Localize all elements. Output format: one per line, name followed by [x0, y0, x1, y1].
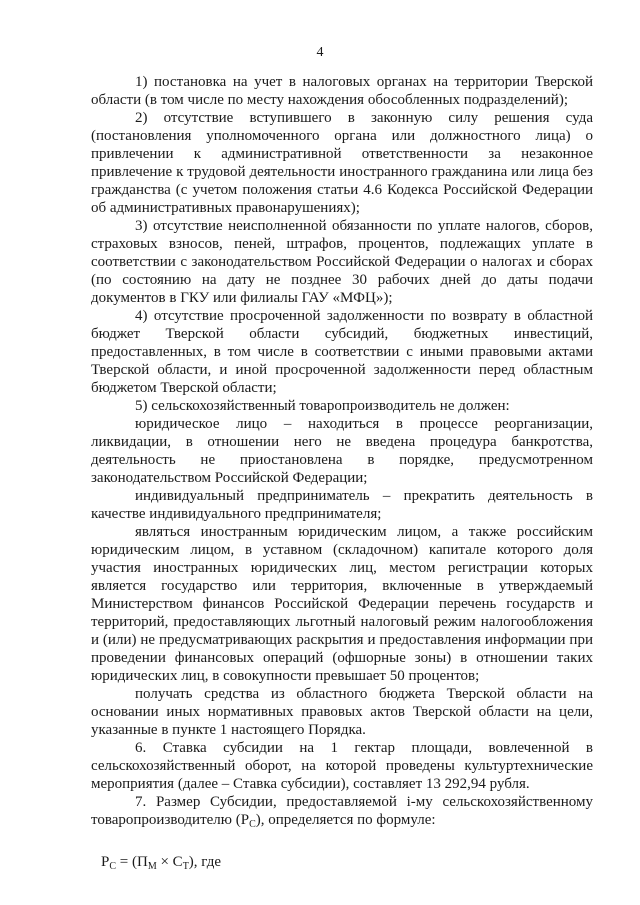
- formula-lhs: Р: [101, 854, 110, 870]
- paragraph-condition-4: 4) отсутствие просроченной задолженности по возврату в областной бюджет Тверской области субсидий, бюджетных инвестиций, предоставленных, в том числе в соответствии с иными правовыми актами Тверской области, и иной просроченной задолженности перед областным бюджетом Тверской области;: [91, 308, 593, 396]
- subsidy-formula: [91, 853, 593, 871]
- paragraph-condition-5: 5) сельскохозяйственный товаропроизводитель не должен:: [135, 398, 510, 414]
- formula-times-rate: × С: [156, 854, 183, 870]
- formula-lhs-subscript: С: [109, 861, 117, 872]
- paragraph-subsidy-rate: 6. Ставка субсидии на 1 гектар площади, вовлеченной в сельскохозяйственный оборот, на которой проведены культуртехнические мероприятия (далее – Ставка субсидии), составляет 13 292,94 рубля.: [91, 740, 593, 792]
- paragraph-individual-entrepreneur: индивидуальный предприниматель – прекратить деятельность в качестве индивидуального предпринимателя;: [91, 488, 593, 522]
- paragraph-7-text-after: ), определяется по формуле:: [255, 812, 436, 828]
- paragraph-7-text-before: 7. Размер Субсидии, предоставляемой i-му сельскохозяйственному товаропроизводителю (Р: [91, 794, 593, 828]
- paragraph-foreign-entity: являться иностранным юридическим лицом, а также российским юридическим лицом, в уставном (складочном) капитале которого доля участия иностранных юридических лиц, местом регистрации которых является государство или территория, включенные в утверждаемый Министерством финансов Российской Федерации перечень государств и территорий, предоставляющих льготный налоговый режим налогообложения и (или) не предусматривающих раскрытия и предоставления информации при проведении финансовых операций (офшорные зоны) в отношении таких юридических лиц, в совокупности превышает 50 процентов;: [91, 524, 593, 684]
- formula-area-subscript: М: [147, 861, 157, 872]
- paragraph-condition-2: 2) отсутствие вступившего в законную силу решения суда (постановления уполномоченного органа или должностного лица) о привлечении к административной ответственности за незаконное привлечение к трудовой деятельности иностранного гражданина или лица без гражданства (с учетом положения статьи 4.6 Кодекса Российской Федерации об административных правонарушениях);: [91, 110, 593, 216]
- paragraph-7-subscript: С: [249, 819, 256, 830]
- paragraph-legal-entity: юридическое лицо – находиться в процессе реорганизации, ликвидации, в отношении него не введена процедура банкротства, деятельность не приостановлена в порядке, предусмотренном законодательством Российской Федерации;: [91, 416, 593, 486]
- page-number: 4: [316, 45, 324, 60]
- formula-tail: ), где: [188, 854, 221, 870]
- document-body: [91, 73, 593, 871]
- paragraph-condition-3: 3) отсутствие неисполненной обязанности по уплате налогов, сборов, страховых взносов, пеней, штрафов, процентов, подлежащих уплате в соответствии с законодательством Российской Федерации о налогах и сборах (по состоянию на дату не позднее 30 рабочих дней до даты подачи документов в ГКУ или филиалы ГАУ «МФЦ»);: [91, 218, 593, 306]
- formula-rate-subscript: Т: [182, 861, 189, 872]
- paragraph-subsidy-size: [91, 793, 593, 829]
- formula-equals-area: = (П: [116, 854, 148, 870]
- paragraph-condition-1: 1) постановка на учет в налоговых органах на территории Тверской области (в том числе по месту нахождения обособленных подразделений);: [91, 74, 593, 108]
- paragraph-other-funds: получать средства из областного бюджета Тверской области на основании иных нормативных правовых актов Тверской области на цели, указанные в пункте 1 настоящего Порядка.: [91, 686, 593, 738]
